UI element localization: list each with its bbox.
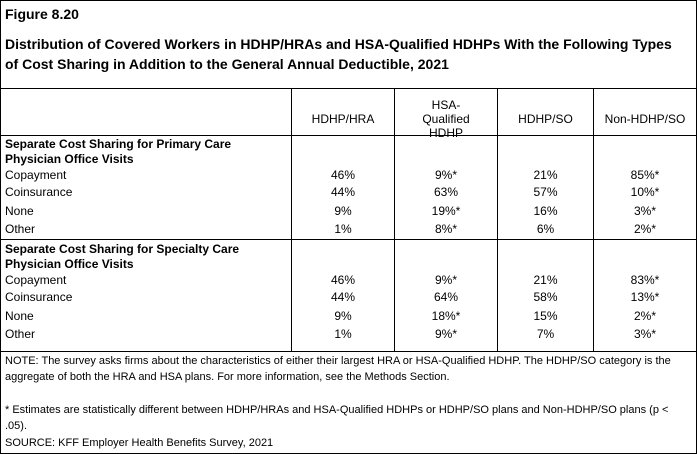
table-cell: 9%* (434, 327, 457, 341)
header-divider (1, 135, 696, 136)
row-label: Copayment (5, 168, 67, 182)
row-label: Copayment (5, 273, 67, 287)
column-header-non-hdhp-so: Non-HDHP/SO (604, 112, 686, 126)
table-cell: 46% (330, 168, 356, 182)
table-cell: 9%* (434, 273, 457, 287)
table-cell: 8%* (434, 222, 457, 236)
table-cell: 9% (334, 204, 352, 218)
column-header-hsa-qualified-hdhp: HSA-Qualified HDHP (422, 98, 470, 140)
table-cell: 44% (330, 290, 356, 304)
table-cell: 57% (533, 185, 558, 199)
table-cell: 58% (533, 290, 558, 304)
figure-title: Distribution of Covered Workers in HDHP/HRAs and HSA-Qualified HDHPs With the Following Types of Cost Sharing in Addition to the General Annual Deductible, 2021 (5, 36, 672, 72)
table-cell: 13%* (630, 290, 660, 304)
row-label: Other (5, 222, 36, 236)
table-cell: 15% (533, 309, 558, 323)
table-cell: 18%* (431, 309, 461, 323)
table-cell: 46% (330, 273, 356, 287)
section-divider (1, 239, 696, 240)
row-label: None (5, 204, 34, 218)
table-cell: 21% (533, 168, 558, 182)
table-cell: 10%* (630, 185, 660, 199)
row-label: Coinsurance (5, 290, 73, 304)
table-cell: 9% (334, 309, 352, 323)
table-cell: 6% (536, 222, 555, 236)
row-label: Other (5, 327, 36, 341)
column-header-hdhp-so: HDHP/SO (518, 112, 573, 126)
table-cell: 2%* (633, 222, 656, 236)
footnote-text: * Estimates are statistically different between HDHP/HRAs and HSA-Qualified HDHPs or HDHP/SO plans and Non-HDHP/SO plans (p < .05). (5, 404, 669, 432)
table-cell: 3%* (633, 327, 656, 341)
title-divider (1, 88, 696, 89)
row-label: Coinsurance (5, 185, 73, 199)
row-label: None (5, 309, 34, 323)
table-cell: 85%* (630, 168, 660, 182)
note-text: NOTE: The survey asks firms about the characteristics of either their largest HRA or HSA-Qualified HDHP. The HDHP/SO category is the aggregate of both the HRA and HSA plans. For more information, see the Methods Section. (5, 355, 671, 383)
table-cell: 44% (330, 185, 356, 199)
section-title-specialty-care: Separate Cost Sharing for Specialty Care Physician Office Visits (5, 242, 240, 271)
table-cell: 2%* (633, 309, 656, 323)
column-header-hdhp-hra: HDHP/HRA (311, 112, 375, 126)
table-cell: 3%* (633, 204, 656, 218)
table-cell: 83%* (630, 273, 660, 287)
source-text: SOURCE: KFF Employer Health Benefits Survey, 2021 (5, 437, 274, 449)
section-title-primary-care: Separate Cost Sharing for Primary Care Physician Office Visits (5, 137, 232, 166)
table-cell: 19%* (431, 204, 461, 218)
figure-label: Figure 8.20 (5, 6, 79, 22)
table-cell: 21% (533, 273, 558, 287)
table-cell: 64% (433, 290, 459, 304)
table-cell: 1% (334, 222, 352, 236)
table-cell: 7% (536, 327, 555, 341)
table-cell: 63% (433, 185, 459, 199)
table-cell: 1% (334, 327, 352, 341)
table-cell: 16% (533, 204, 558, 218)
table-bottom-divider (1, 351, 696, 352)
table-cell: 9%* (434, 168, 457, 182)
